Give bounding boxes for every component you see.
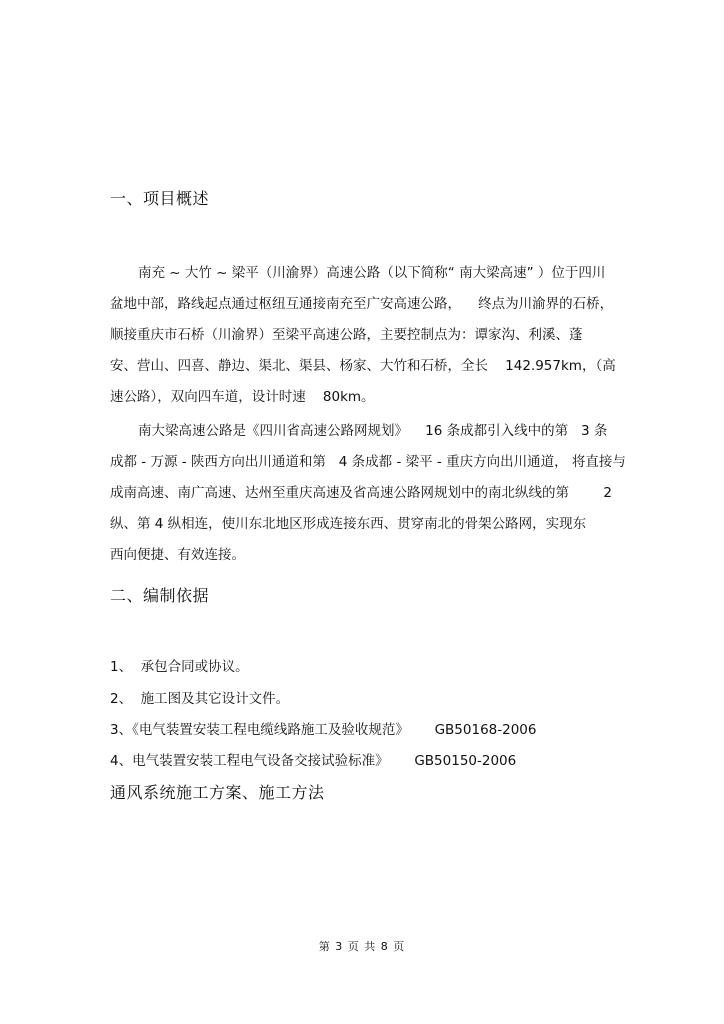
text-line: 西向便捷、有效连接。 bbox=[110, 547, 245, 563]
list-item: 1、 承包合同或协议。 bbox=[110, 659, 249, 675]
text-line: 速公路），双向四车道，设计时速 80km。 bbox=[110, 389, 375, 405]
text-line: 顺接重庆市石桥（川渝界）至梁平高速公路，主要控制点为：谭家沟、利溪、蓬 bbox=[110, 327, 583, 343]
section-heading-ventilation: 通风系统施工方案、施工方法 bbox=[110, 783, 325, 802]
paragraph-project-intro bbox=[110, 258, 620, 413]
paragraph-network-plan bbox=[110, 416, 626, 571]
page-number-footer: 第 3 页 共 8 页 bbox=[318, 940, 406, 953]
list-item: 3、《电气装置安装工程电缆线路施工及验收规范》 GB50168-2006 bbox=[110, 722, 537, 738]
text-line: 成都 - 万源 - 陕西方向出川通道和第 4 条成都 - 梁平 - 重庆方向出川通道， 将直接与 bbox=[110, 454, 626, 470]
text-line: 南大梁高速公路是《四川省高速公路网规划》 16 条成都引入线中的第 3 条 bbox=[138, 423, 608, 439]
text-line: 南充 ~ 大竹 ~ 梁平（川渝界）高速公路（以下简称“ 南大梁高速” ）位于四川 bbox=[138, 265, 606, 281]
text-line: 安、营山、四喜、静边、渠北、渠县、杨家、大竹和石桥，全长 142.957km，（高 bbox=[110, 358, 616, 374]
section-heading-basis: 二、编制依据 bbox=[110, 586, 210, 605]
list-item: 4、电气装置安装工程电气设备交接试验标准》 GB50150-2006 bbox=[110, 753, 517, 769]
section-heading-overview: 一、项目概述 bbox=[110, 189, 210, 208]
text-line: 纵、第 4 纵相连，使川东北地区形成连接东西、贯穿南北的骨架公路网，实现东 bbox=[110, 516, 587, 532]
text-line: 成南高速、南广高速、达州至重庆高速及省高速公路网规划中的南北纵线的第 2 bbox=[110, 485, 612, 501]
text-line: 盆地中部，路线起点通过枢纽互通接南充至广安高速公路， 终点为川渝界的石桥， bbox=[110, 296, 614, 312]
list-item: 2、 施工图及其它设计文件。 bbox=[110, 691, 290, 707]
